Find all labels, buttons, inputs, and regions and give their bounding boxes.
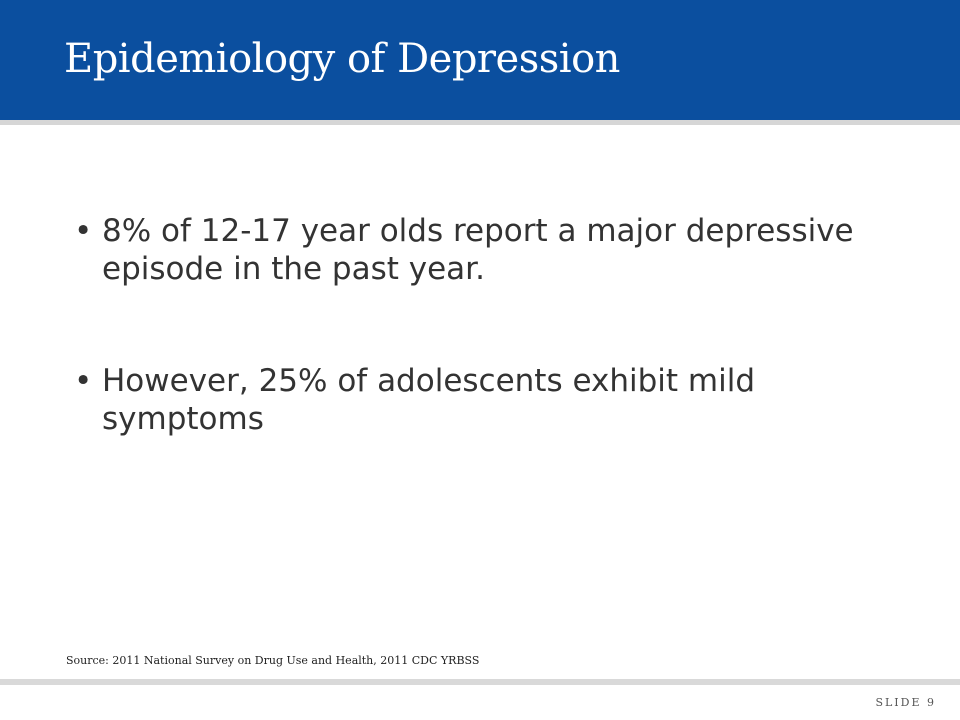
bullet-list: [70, 212, 890, 512]
slide-title: Epidemiology of Depression: [64, 36, 620, 82]
title-bar-divider: [0, 120, 960, 125]
footer-divider: [0, 679, 960, 685]
bullet-item: • However, 25% of adolescents exhibit mild symptoms: [70, 362, 890, 438]
bullet-item: • 8% of 12-17 year olds report a major depressive episode in the past year.: [70, 212, 890, 288]
source-citation: Source: 2011 National Survey on Drug Use and Health, 2011 CDC YRBSS: [66, 654, 480, 667]
slide-number: SLIDE 9: [875, 696, 936, 709]
